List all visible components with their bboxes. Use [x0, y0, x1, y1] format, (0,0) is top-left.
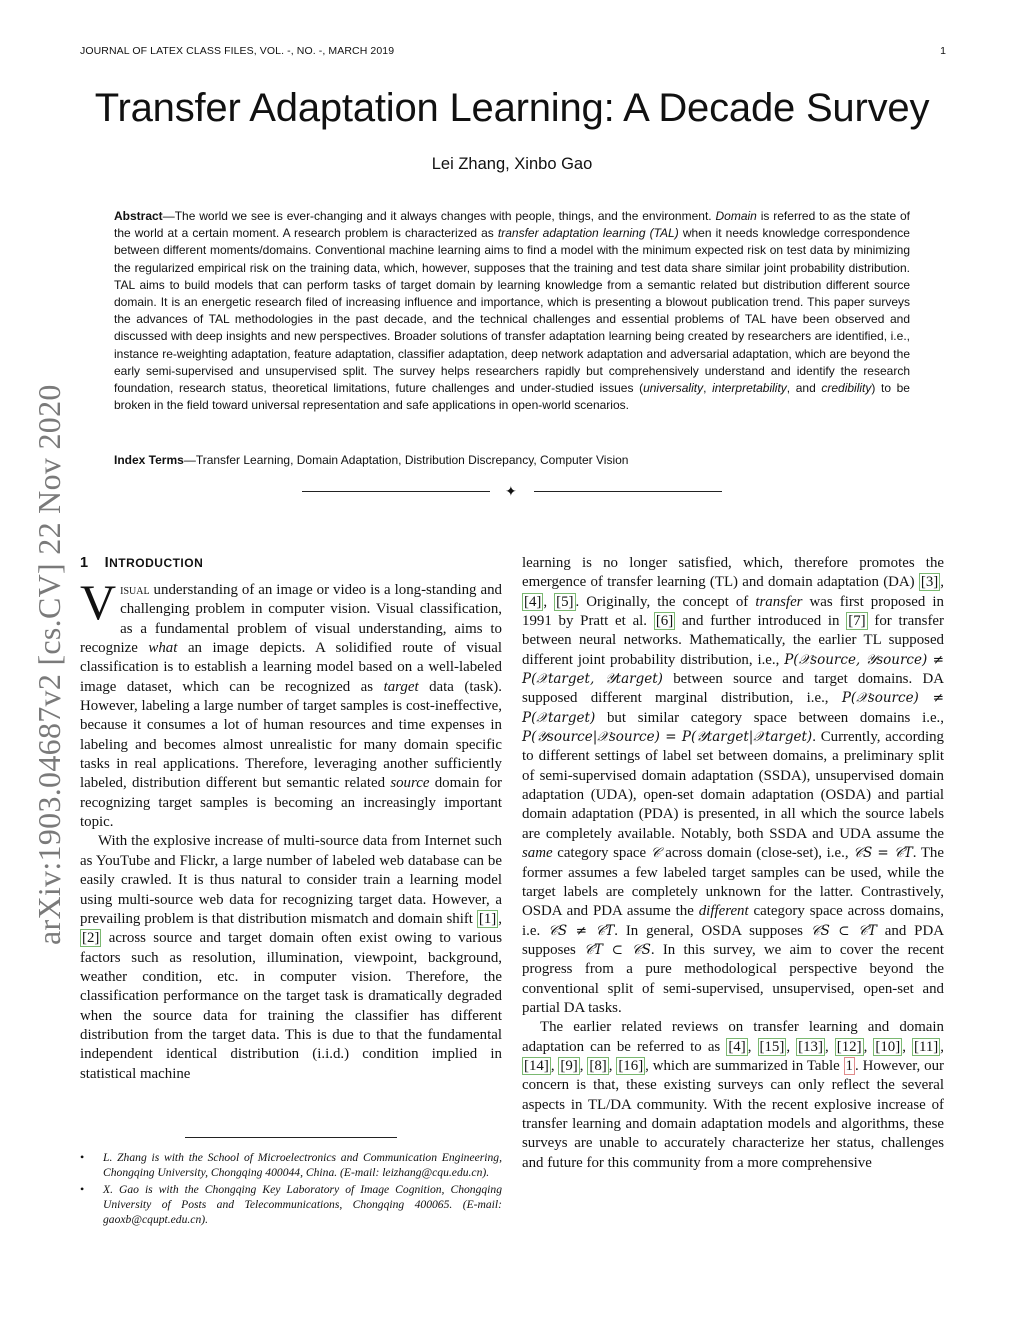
section-divider [302, 483, 722, 499]
footnote: • L. Zhang is with the School of Microelectronics and Communication Engineering, Chongqing University, Chongqing 400044, China. (E-mail: leizhang@cqu.edu.cn). [80, 1150, 502, 1179]
citation-link[interactable]: [4] [524, 593, 542, 610]
paper-title: Transfer Adaptation Learning: A Decade Survey [94, 86, 930, 130]
citation-link[interactable]: [13] [798, 1038, 823, 1055]
citation-link[interactable]: [6] [655, 613, 674, 630]
math-expression: 𝒞S ≠ 𝒞T [548, 922, 615, 939]
citation-link[interactable]: [9] [560, 1057, 578, 1074]
math-expression: P(𝒴source|𝒳source) = P(𝒴target|𝒳target) [522, 729, 813, 746]
paragraph: Visual understanding of an image or video is a long-standing and challenging problem in computer vision. Visual classification, as a fundamental problem of visual understanding, aims to recognize what an image depicts. A solidified route of visual classification is to establish a learning model based on a well-labeled image dataset, which can be recognized as target data (task). However, labeling a large number of target samples is cost-ineffective, because it consumes a lot of human resources and time expenses in labeling and becomes almost unrealistic for many domain specific tasks in real applications. Therefore, leveraging another sufficiently labeled, distribution different but semantic related source domain for recognizing target samples is becoming an increasingly important topic. [80, 574, 502, 831]
abstract-label: Abstract [114, 209, 163, 223]
math-expression: P(𝒳source, 𝒴source) ≠ P(𝒳target, 𝒴target) [522, 651, 944, 688]
citation-link[interactable]: [16] [618, 1057, 644, 1074]
math-expression: 𝒞S ⊂ 𝒞T [810, 922, 877, 939]
math-expression: 𝒞 [650, 845, 661, 862]
citation-link[interactable]: [12] [836, 1038, 862, 1055]
citation-link[interactable]: [14] [524, 1057, 549, 1074]
divider-ornament-icon: ✦ [505, 483, 517, 499]
citation-link[interactable]: [15] [759, 1038, 785, 1055]
citation-link[interactable]: [11] [914, 1038, 939, 1055]
citation-link[interactable]: [10] [875, 1038, 901, 1055]
citation-link[interactable]: [4] [728, 1038, 746, 1055]
citation-link[interactable]: [7] [848, 613, 866, 630]
page-number: 1 [940, 45, 946, 57]
citation-link[interactable]: [1] [478, 910, 497, 927]
arxiv-stamp: arXiv:1903.04687v2 [cs.CV] 22 Nov 2020 [31, 384, 67, 945]
running-header: JOURNAL OF LATEX CLASS FILES, VOL. -, NO. -, MARCH 2019 [80, 45, 395, 57]
math-expression: 𝒞T ⊂ 𝒞S [584, 941, 651, 958]
drop-cap: V [80, 574, 117, 630]
index-terms: Index Terms—Transfer Learning, Domain Adaptation, Distribution Discrepancy, Computer Vision [114, 453, 629, 467]
citation-link[interactable]: [5] [556, 593, 574, 610]
abstract: Abstract—The world we see is ever-changing and it always changes with people, things, and the environment. Domain is referred to as the state of the world at a certain moment. A research problem is characterized as transfer adaptation learning (TAL) when it needs knowledge correspondence between different moments/domains. Conventional machine learning aims to find a model with the minimum expected risk on test data by minimizing the regularized empirical risk on the training data, which, however, supposes that the training and test data share similar joint probability distribution. TAL aims to build models that can perform tasks of target domain by learning knowledge from a semantic related but distribution different source domain. It is an energetic research filed of increasing influence and importance, which is presenting a blowout publication trend. This paper surveys the advances of TAL methodologies in the past decade, and the technical challenges and essential problems of TAL have been observed and discussed with deep insights and new perspectives. Broader solutions of transfer adaptation learning being created by researchers are identified, i.e., instance re-weighting adaptation, feature adaptation, classifier adaptation, deep network adaptation and adversarial adaptation, which are beyond the early semi-supervised and unsupervised split. The survey helps researchers rapidly but comprehensively understand and identify the research foundation, research status, theoretical limitations, future challenges and under-studied issues (universality, interpretability, and credibility) to be broken in the field toward universal representation and safe applications in open-world scenarios. [114, 209, 910, 413]
footnote: • X. Gao is with the Chongqing Key Laboratory of Image Cognition, Chongqing University of Posts and Telecommunications, Chongqing 400065. (E-mail: gaoxb@cqupt.edu.cn). [80, 1182, 502, 1226]
paragraph: learning is no longer satisfied, which, therefore promotes the emergence of transfer learning (TL) and domain adaptation (DA) [3] , [4] , [5] . Originally, the concept of transfer was first proposed in 1991 by Pratt et al. [6] and further introduced in [7] for transfer between neural networks. Mathematically, the earlier TL supposed different joint probability distribution, i.e., P(𝒳source, 𝒴source) ≠ P(𝒳target, 𝒴target) between source and target domains. DA supposed different marginal distribution, i.e., P(𝒳source) ≠ P(𝒳target) but similar category space between domains i.e., P(𝒴source|𝒳source) = P(𝒴target|𝒳target). Currently, according to different settings of label set between domains, a preliminary split of semi-supervised domain adaptation (SSDA), unsupervised domain adaptation (UDA), open-set domain adaptation (OSDA) and partial domain adaptation (PDA) is presented, in all which the source labels are completely available. Notably, both SSDA and UDA assume the same category space 𝒞 across domain (close-set), i.e., 𝒞S = 𝒞T. The former assumes a few labeled target samples can be used, while the target labels are completely unknown for the latter. Contrastively, OSDA and PDA assume the different category space across domains, i.e. 𝒞S ≠ 𝒞T. In general, OSDA supposes 𝒞S ⊂ 𝒞T and PDA supposes 𝒞T ⊂ 𝒞S. In this survey, we aim to cover the recent progress from a pure methodological perspective beyond the conventional split of semi-supervised, unsupervised, open-set and partial DA tasks. [522, 555, 945, 1016]
math-expression: 𝒞S = 𝒞T [853, 845, 913, 862]
citation-link[interactable]: [8] [589, 1057, 607, 1074]
section-heading: 1 INTRODUCTION [80, 555, 204, 571]
index-terms-label: Index Terms [114, 453, 184, 467]
authors: Lei Zhang, Xinbo Gao [431, 155, 593, 173]
paragraph: With the explosive increase of multi-source data from Internet such as YouTube and Flickr, a large number of labeled web database can be easily crawled. It is thus natural to consider train a learning model using multi-source web data for recognizing target data. However, a prevailing problem is that distribution mismatch and domain shift [1] , [2] across source and target domain often exist owing to various factors such as resolution, illumination, viewpoint, background, weather condition, etc. in computer vision. Therefore, the classification performance on the target task is dramatically degraded when the source data for training the classifier has different distribution from the target data. This is due to that the fundamental independent identical distribution (i.i.d.) condition implied in statistical machine [80, 833, 502, 1082]
citation-link[interactable]: [3] [920, 574, 939, 591]
left-column [80, 574, 502, 1084]
table-reference-link[interactable]: 1 [845, 1057, 853, 1074]
footnote-rule [185, 1137, 397, 1138]
right-column [522, 554, 944, 1173]
math-expression: P(𝒳source) ≠ P(𝒳target) [522, 690, 944, 726]
paragraph: The earlier related reviews on transfer learning and domain adaptation can be referred to as [4] , [15] , [13] , [12] , [10] , [11] , [14] , [9] , [8] , [16] , which are summarized in Table 1 . However, our concern is that, these existing surveys can only reflect the several aspects in TL/DA community. With the recent explosive increase of transfer learning and domain adaptation models and algorithms, these surveys are unable to accurately characterize her status, challenges and future for this community from a more comprehensive [522, 1019, 945, 1171]
footnotes [80, 1150, 502, 1229]
citation-link[interactable]: [2] [82, 930, 100, 947]
